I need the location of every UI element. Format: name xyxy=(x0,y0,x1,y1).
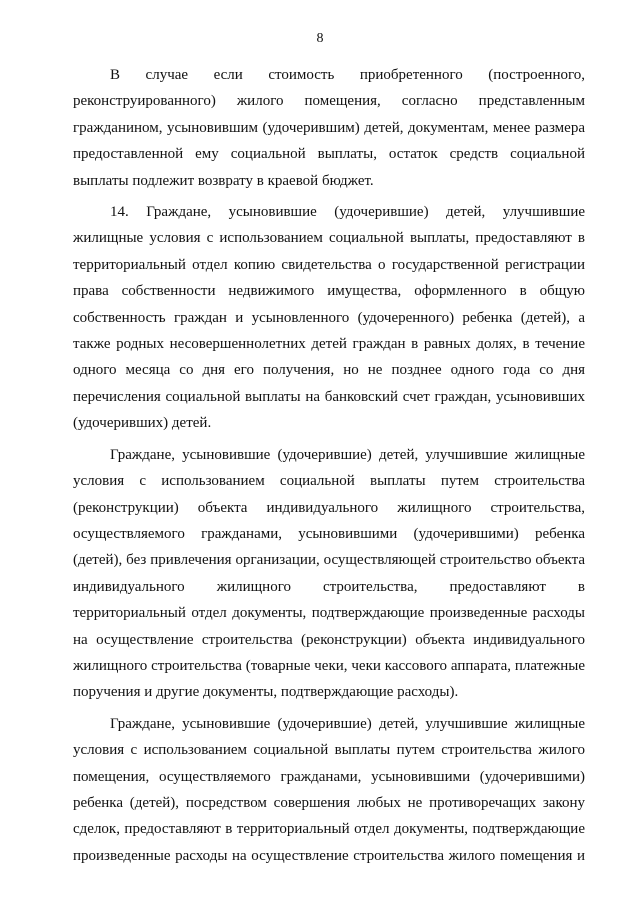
document-body xyxy=(73,62,585,869)
paragraph-individual-housing-construction: Граждане, усыновившие (удочерившие) детей, улучшившие жилищные условия с использованием социальной выплаты путем строительства (реконструкции) объекта индивидуального жилищного строительства, осуществляемого гражданами, усыновившими (удочерившими) ребенка (детей), без привлечения организации, осуществляющей строительство объекта индивидуального жилищного строительства, предоставляют в территориальный отдел документы, подтверждающие произведенные расходы на осуществление строительства (реконструкции) объекта индивидуального жилищного строительства (товарные чеки, чеки кассового аппарата, платежные поручения и другие документы, подтверждающие расходы). xyxy=(73,446,585,701)
paragraph-residential-construction: Граждане, усыновившие (удочерившие) детей, улучшившие жилищные условия с использованием социальной выплаты путем строительства жилого помещения, осуществляемого гражданами, усыновившими (удочерившими) ребенка (детей), посредством совершения любых не противоречащих закону сделок, предоставляют в территориальный отдел документы, подтверждающие произведенные расходы на осуществление строительства жилого помещения и xyxy=(73,715,585,864)
paragraph-14-ownership-certificate: 14. Граждане, усыновившие (удочерившие) детей, улучшившие жилищные условия с использованием социальной выплаты, предоставляют в территориальный отдел копию свидетельства о государственной регистрации права собственности недвижимого имущества, оформленного в общую собственность граждан и усыновленного (удочеренного) ребенка (детей), а также родных несовершеннолетних детей граждан в равных долях, в течение одного месяца со дня его получения, но не позднее одного года со дня перечисления социальной выплаты на банковский счет граждан, усыновивших (удочеривших) детей. xyxy=(73,204,585,432)
page-number: 8 xyxy=(316,31,324,46)
paragraph-refund-of-remaining-payment: В случае если стоимость приобретенного (построенного, реконструированного) жилого помещения, согласно представленным гражданином, усыновившим (удочерившим) детей, документам, менее размера предоставленной ему социальной выплаты, остаток средств социальной выплаты подлежит возврату в краевой бюджет. xyxy=(73,67,585,189)
